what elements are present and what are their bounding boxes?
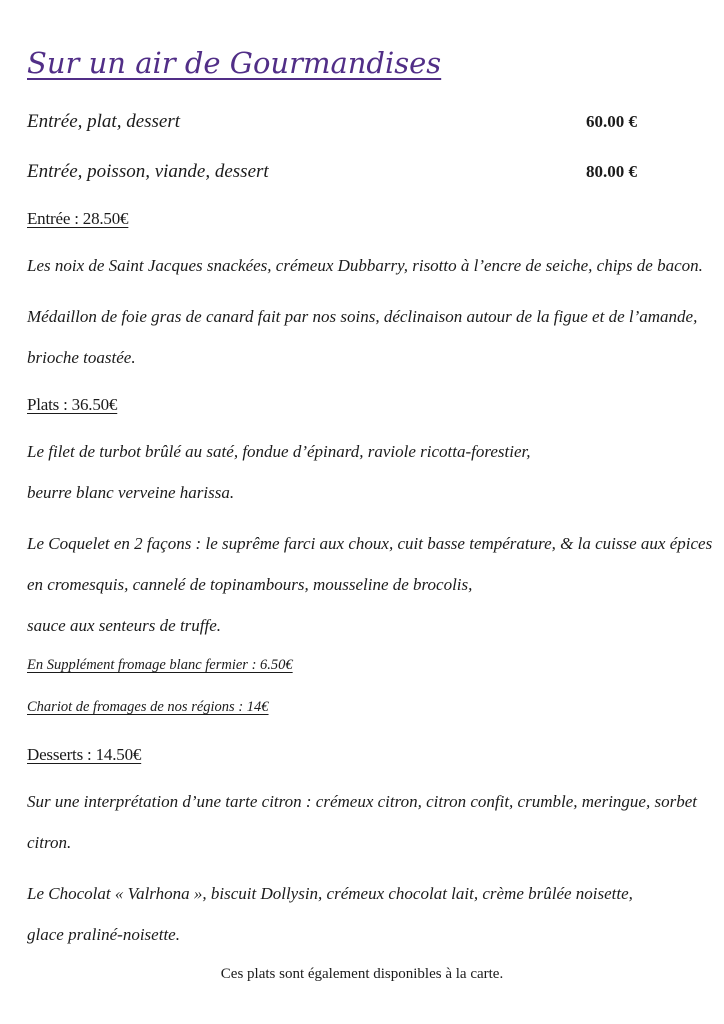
- menu-item-line: sauce aux senteurs de truffe.: [27, 616, 222, 635]
- menu-item-line: Le filet de turbot brûlé au saté, fondue d’épinard, raviole ricotta-forestier,: [27, 442, 531, 461]
- formula-row: [27, 160, 697, 184]
- menu-item-line: Le Coquelet en 2 façons : le suprême farci aux choux, cuit basse température, & la cuisse aux épices: [27, 534, 713, 553]
- supplement-line: Chariot de fromages de nos régions : 14€: [27, 699, 269, 715]
- section-heading-entrees: Entrée : 28.50€: [27, 209, 129, 228]
- menu-item-line: glace praliné-noisette.: [27, 925, 180, 944]
- menu-item-line: en cromesquis, cannelé de topinambours, mousseline de brocolis,: [27, 575, 473, 594]
- menu-item-line: Le Chocolat « Valrhona », biscuit Dollysin, crémeux chocolat lait, crème brûlée noisette,: [27, 884, 633, 903]
- menu-item-line: citron.: [27, 833, 72, 852]
- supplement-line: En Supplément fromage blanc fermier : 6.50€: [27, 657, 293, 673]
- section-entrees: [27, 208, 703, 370]
- formula-price: 60.00 €: [586, 112, 637, 131]
- formula-label: Entrée, plat, dessert: [27, 111, 181, 132]
- menu-item-line: Sur une interprétation d’une tarte citron : crémeux citron, citron confit, crumble, meringue, sorbet: [27, 792, 697, 811]
- menu-item-line: beurre blanc verveine harissa.: [27, 483, 235, 502]
- formula-row: [27, 110, 697, 134]
- formula-price: 80.00 €: [586, 162, 637, 181]
- page-title: Sur un air de Gourmandises: [27, 46, 442, 80]
- section-heading-desserts: Desserts : 14.50€: [27, 745, 142, 764]
- section-desserts: [27, 744, 697, 947]
- formula-label: Entrée, poisson, viande, dessert: [27, 161, 269, 182]
- section-heading-plats: Plats : 36.50€: [27, 395, 118, 414]
- menu-item-line: Les noix de Saint Jacques snackées, crémeux Dubbarry, risotto à l’encre de seiche, chips de bacon.: [27, 256, 703, 275]
- footer-note: Ces plats sont également disponibles à la carte.: [220, 966, 504, 982]
- section-plats: [27, 394, 713, 717]
- menu-item-line: brioche toastée.: [27, 348, 136, 367]
- menu-item-line: Médaillon de foie gras de canard fait par nos soins, déclinaison autour de la figue et de l’amande,: [27, 307, 698, 326]
